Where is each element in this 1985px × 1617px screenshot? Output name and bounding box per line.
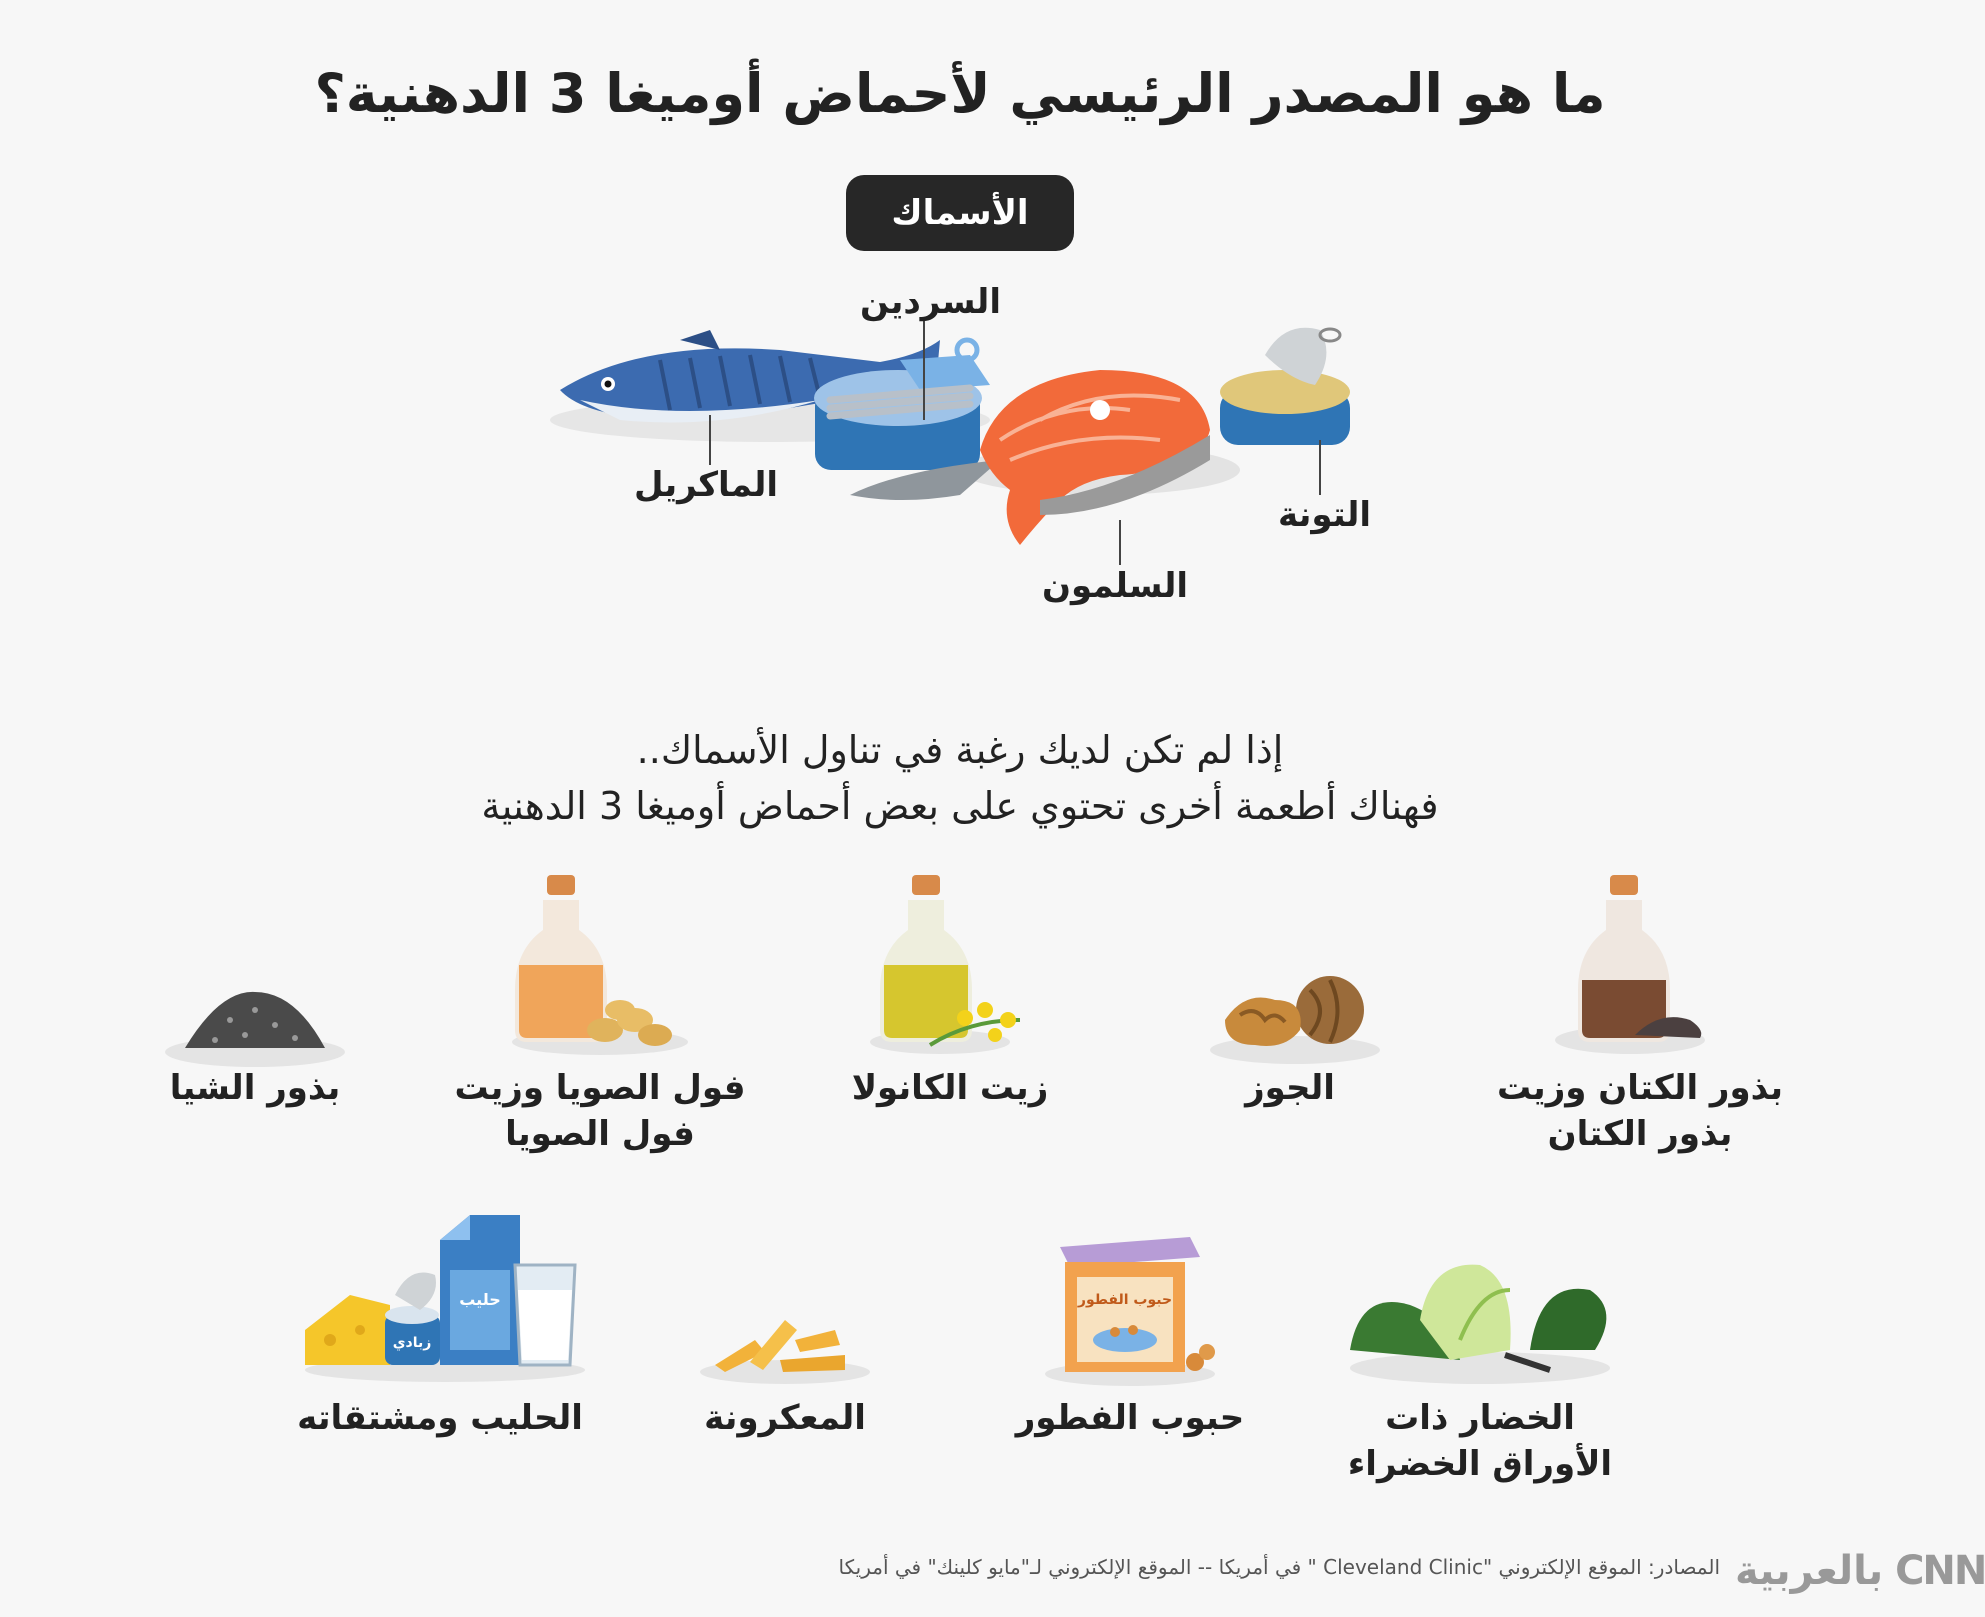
label-cereal: حبوب الفطور	[1015, 1398, 1245, 1438]
label-leafy-greens-line-1: الخضار ذات	[1385, 1398, 1575, 1438]
fish-illustration	[520, 300, 1400, 560]
cereal-box-text: حبوب الفطور	[1077, 1292, 1173, 1308]
label-canola: زيت الكانولا	[851, 1068, 1049, 1108]
salmon-steak-icon	[980, 370, 1210, 545]
milk-carton-text: حليب	[459, 1290, 501, 1309]
label-soybean-line-1: فول الصويا وزيت	[454, 1068, 746, 1108]
label-tuna: التونة	[1278, 495, 1372, 535]
cnn-arabic-logo: CNN بالعربية	[1735, 1548, 1985, 1594]
soybean-oil-icon	[505, 870, 695, 1060]
label-flaxseed-line-1: بذور الكتان وزيت	[1496, 1068, 1784, 1108]
tuna-can-icon	[1220, 328, 1350, 445]
pasta-icon	[695, 1300, 875, 1390]
label-walnut: الجوز	[1245, 1068, 1335, 1108]
walnut-icon	[1205, 960, 1385, 1070]
label-mackerel: الماكريل	[634, 465, 779, 505]
yogurt-text: زبادي	[392, 1335, 432, 1351]
subtitle-line-1: إذا لم تكن لديك رغبة في تناول الأسماك..	[636, 728, 1284, 772]
label-salmon: السلمون	[1042, 566, 1189, 606]
label-chia: بذور الشيا	[169, 1068, 341, 1108]
label-flaxseed-line-2: بذور الكتان	[1547, 1114, 1733, 1154]
cereal-box-icon	[1035, 1232, 1225, 1392]
label-sardine: السردين	[860, 282, 1001, 322]
page-title: ما هو المصدر الرئيسي لأحماض أوميغا 3 الدهنية؟	[314, 62, 1606, 125]
label-flaxseed	[1490, 1065, 1790, 1157]
chia-seeds-icon	[160, 980, 350, 1070]
fish-badge: الأسماك	[846, 175, 1074, 251]
source-text: المصادر: الموقع الإلكتروني "Cleveland Clinic " في أمريكا -- الموقع الإلكتروني لـ"مايو كلينك" في أمريكا	[838, 1555, 1720, 1579]
label-dairy: الحليب ومشتقاته	[297, 1398, 583, 1438]
subtitle-line-2: فهناك أطعمة أخرى تحتوي على بعض أحماض أوميغا 3 الدهنية	[481, 784, 1439, 828]
label-leafy-greens	[1340, 1395, 1620, 1487]
canola-oil-icon	[860, 870, 1040, 1060]
dairy-icon	[300, 1210, 590, 1390]
leafy-greens-icon	[1340, 1250, 1620, 1390]
label-leafy-greens-line-2: الأوراق الخضراء	[1347, 1444, 1613, 1484]
label-soybean	[450, 1065, 750, 1157]
subtitle	[0, 722, 1920, 834]
label-pasta: المعكرونة	[704, 1398, 866, 1438]
flaxseed-oil-icon	[1540, 870, 1720, 1060]
label-soybean-line-2: فول الصويا	[505, 1114, 695, 1154]
